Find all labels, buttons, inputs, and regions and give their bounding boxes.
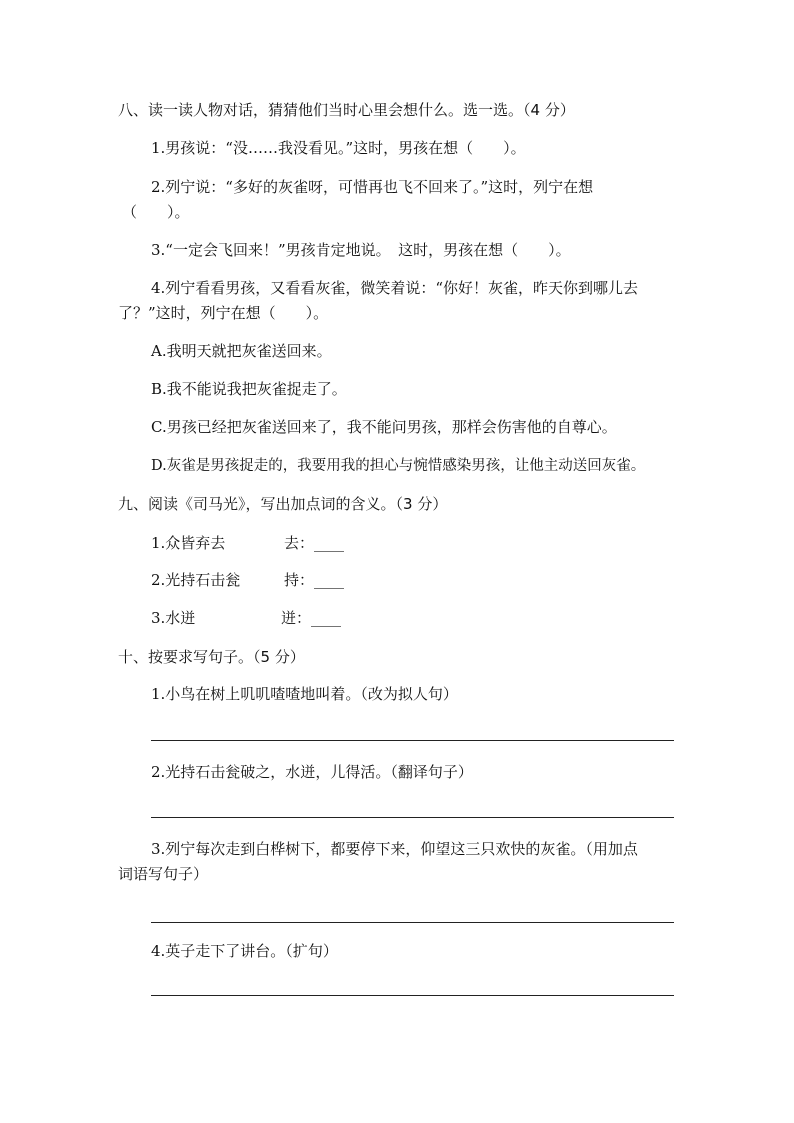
answer-blank-9-2[interactable]: ____: [314, 571, 345, 589]
item-9-3-word: [281, 608, 341, 628]
question-8-1: 1.男孩说：“没……我没看见。”这时，男孩在想（ ）。: [151, 139, 526, 157]
option-b: B.我不能说我把灰雀捉走了。: [151, 380, 347, 398]
item-9-2-phrase: 2.光持石击瓮: [151, 571, 241, 589]
question-8-4-line1: 4.列宁看看男孩，又看看灰雀，微笑着说：“你好！灰雀，昨天你到哪儿去: [151, 279, 638, 297]
answer-blank-9-3[interactable]: ____: [311, 609, 342, 627]
question-10-4: 4.英子走下了讲台。（扩句）: [151, 942, 338, 960]
option-a: A.我明天就把灰雀送回来。: [151, 342, 332, 360]
answer-line-10-2[interactable]: [151, 817, 674, 818]
item-9-1-label: 去：: [284, 534, 315, 552]
item-9-3-phrase: 3.水迸: [151, 609, 196, 627]
item-9-2-label: 持：: [284, 571, 315, 589]
option-d: D.灰雀是男孩捉走的，我要用我的担心与惋惜感染男孩，让他主动送回灰雀。: [151, 458, 646, 474]
option-c: C.男孩已经把灰雀送回来了，我不能问男孩，那样会伤害他的自尊心。: [151, 418, 617, 436]
question-8-2-line1: 2.列宁说：“多好的灰雀呀，可惜再也飞不回来了。”这时，列宁在想: [151, 178, 594, 196]
answer-blank-9-1[interactable]: ____: [314, 534, 345, 552]
question-10-2: 2.光持石击瓮破之，水迸，儿得活。（翻译句子）: [151, 763, 473, 781]
question-10-3-line2: 词语写句子）: [118, 865, 209, 883]
section-10-title: 十、按要求写句子。（5 分）: [118, 648, 305, 666]
answer-line-10-1[interactable]: [151, 740, 674, 741]
item-9-2-word: [284, 570, 344, 590]
item-9-1-word: [284, 533, 344, 553]
answer-line-10-3[interactable]: [151, 922, 674, 923]
question-10-3-line1: 3.列宁每次走到白桦树下，都要停下来，仰望这三只欢快的灰雀。（用加点: [151, 840, 638, 858]
question-8-4-line2: 了？”这时，列宁在想（ ）。: [118, 304, 329, 322]
question-8-2-line2: （ ）。: [122, 203, 190, 221]
section-9-title: 九、阅读《司马光》，写出加点词的含义。（3 分）: [118, 495, 448, 513]
item-9-1-phrase: 1.众皆弃去: [151, 534, 226, 552]
answer-line-10-4[interactable]: [151, 995, 674, 996]
question-10-1: 1.小鸟在树上叽叽喳喳地叫着。（改为拟人句）: [151, 685, 458, 703]
item-9-3-label: 迸：: [281, 609, 312, 627]
question-8-3: 3.“一定会飞回来！”男孩肯定地说。 这时，男孩在想（ ）。: [151, 241, 571, 259]
section-8-title: 八、读一读人物对话，猜猜他们当时心里会想什么。选一选。（4 分）: [118, 101, 575, 119]
